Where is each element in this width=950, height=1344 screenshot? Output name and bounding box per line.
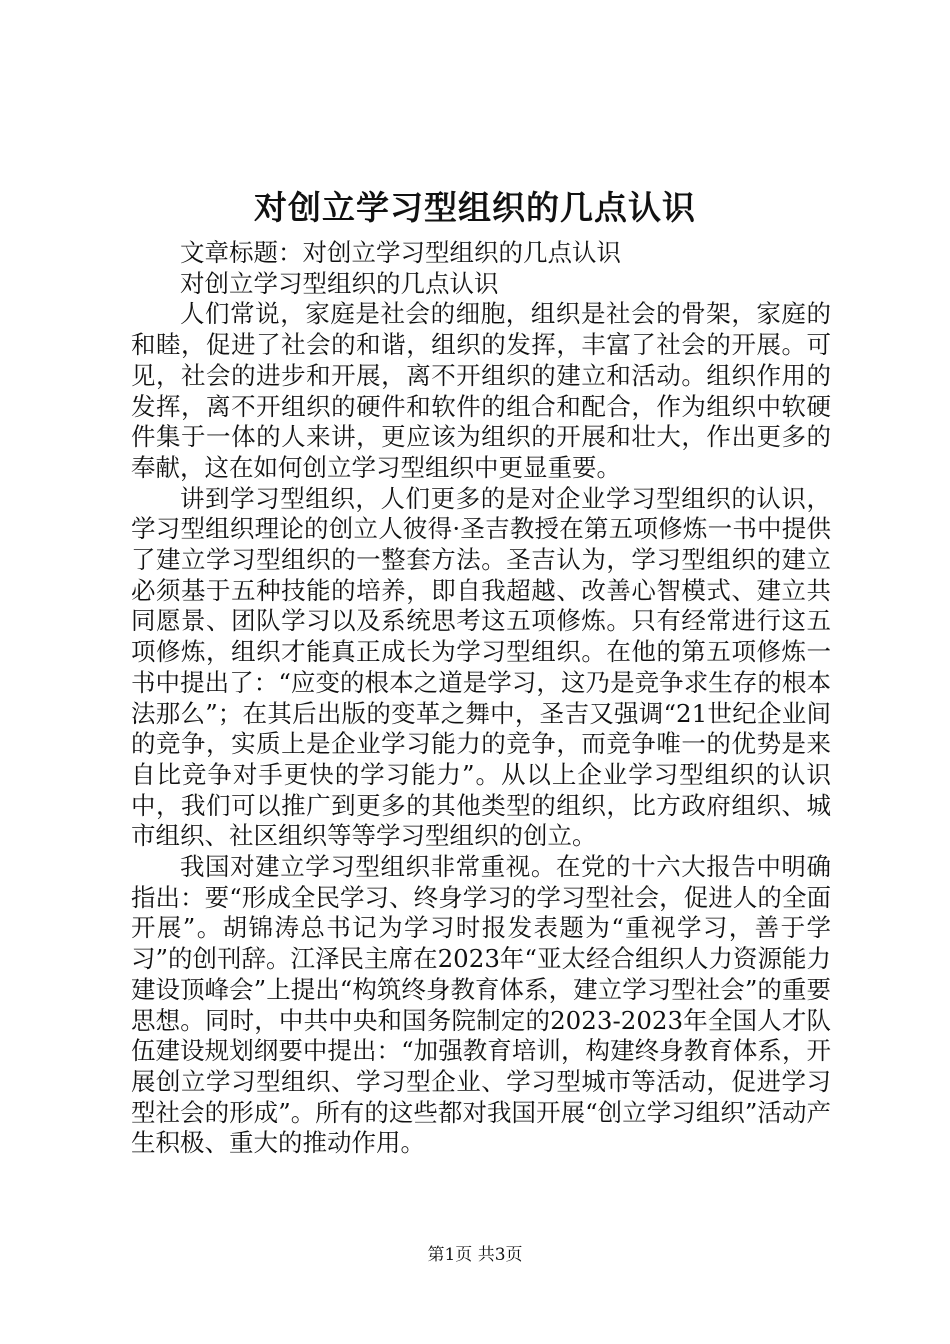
- body-paragraph: 人们常说，家庭是社会的细胞，组织是社会的骨架，家庭的和睦，促进了社会的和谐，组织的发挥，丰富了社会的开展。可见，社会的进步和开展，离不开组织的建立和活动。组织作用的发挥，离不开组织的硬件和软件的组合和配合，作为组织中软硬件集于一体的人来讲，更应该为组织的开展和壮大，作出更多的奉献，这在如何创立学习型组织中更显重要。: [131, 299, 831, 482]
- body-paragraph: 讲到学习型组织，人们更多的是对企业学习型组织的认识，学习型组织理论的创立人彼得·圣吉教授在第五项修炼一书中提供了建立学习型组织的一整套方法。圣吉认为，学习型组织的建立必须基于五种技能的培养，即自我超越、改善心智模式、建立共同愿景、团队学习以及系统思考这五项修炼。只有经常进行这五项修炼，组织才能真正成长为学习型组织。在他的第五项修炼一书中提出了：“应变的根本之道是学习，这乃是竞争求生存的根本法那么”；在其后出版的变革之舞中，圣吉又强调“21世纪企业间的竞争，实质上是企业学习能力的竞争，而竞争唯一的优势是来自比竞争对手更快的学习能力”。从以上企业学习型组织的认识中，我们可以推广到更多的其他类型的组织，比方政府组织、城市组织、社区组织等等学习型组织的创立。: [131, 483, 831, 851]
- document-body: [131, 238, 831, 1159]
- page-number-footer: 第1页 共3页: [427, 1245, 523, 1265]
- article-title-line: 文章标题：对创立学习型组织的几点认识: [180, 238, 621, 267]
- document-title: 对创立学习型组织的几点认识: [254, 188, 696, 227]
- subtitle-line: 对创立学习型组织的几点认识: [180, 268, 499, 298]
- body-paragraph: 我国对建立学习型组织非常重视。在党的十六大报告中明确指出：要“形成全民学习、终身学习的学习型社会，促进人的全面开展”。胡锦涛总书记为学习时报发表题为“重视学习，善于学习”的创刊辞。江泽民主席在2023年“亚太经合组织人力资源能力建设顶峰会”上提出“构筑终身教育体系，建立学习型社会”的重要思想。同时，中共中央和国务院制定的2023-2023年全国人才队伍建设规划纲要中提出：“加强教育培训，构建终身教育体系，开展创立学习型组织、学习型企业、学习型城市等活动，促进学习型社会的形成”。所有的这些都对我国开展“创立学习组织”活动产生积极、重大的推动作用。: [131, 852, 831, 1158]
